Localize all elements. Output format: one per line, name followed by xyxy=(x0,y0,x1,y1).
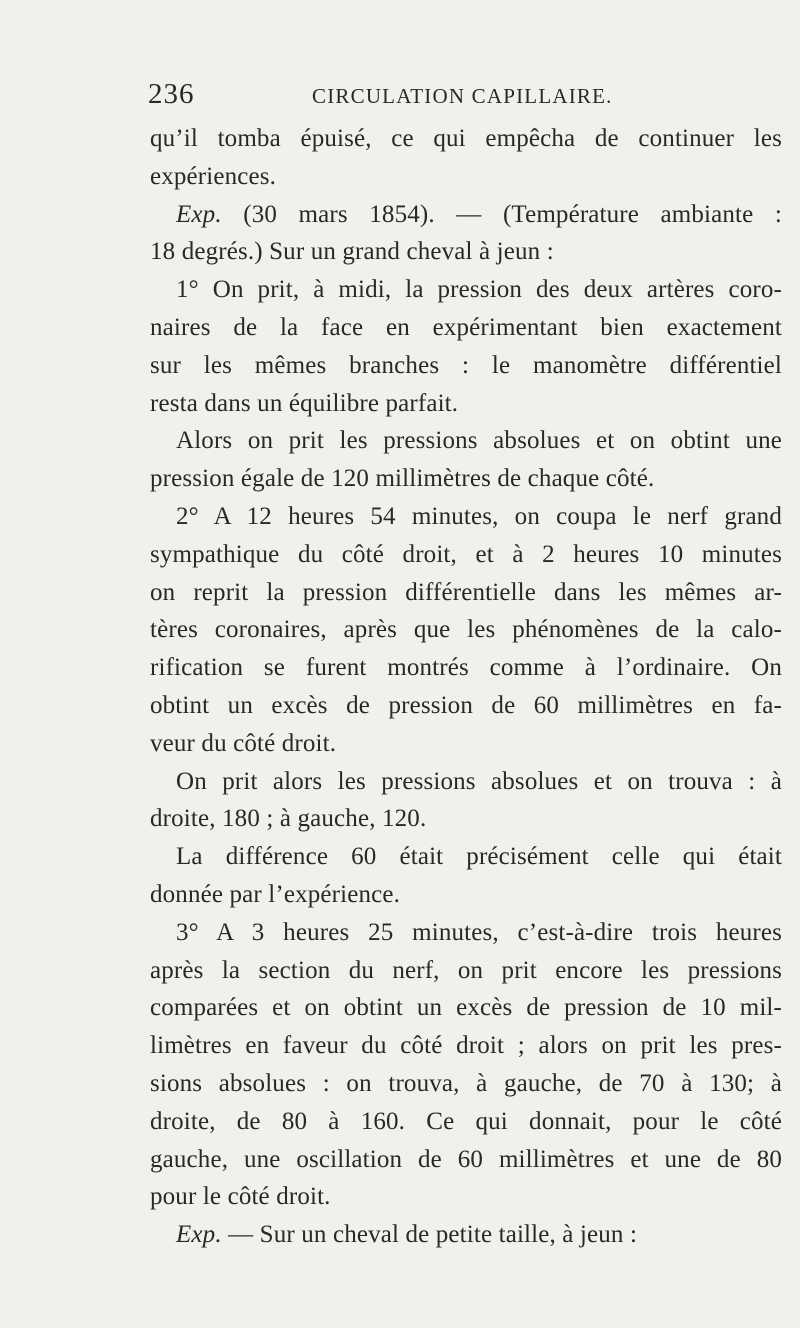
text-line: naires de la face en expérimentant bien exactement xyxy=(150,313,782,341)
text-line: qu’il tomba épuisé, ce qui empêcha de continuer les xyxy=(150,125,782,152)
text-line xyxy=(150,1216,782,1254)
body-text xyxy=(150,120,782,1254)
text-line: comparées et on obtint un excès de pression de 10 mil- xyxy=(150,994,782,1022)
text-line xyxy=(150,196,782,234)
text-line: limètres en faveur du côté droit ; alors on prit les pres- xyxy=(150,1032,782,1060)
text-line: droite, 180 ; à gauche, 120. xyxy=(150,805,427,833)
text-line: veur du côté droit. xyxy=(150,729,337,757)
text-line: droite, de 80 à 160. Ce qui donnait, pour le côté xyxy=(150,1107,782,1135)
running-title: CIRCULATION CAPILLAIRE. xyxy=(312,84,613,108)
text-line: Alors on prit les pressions absolues et on obtint une xyxy=(176,427,782,455)
text-line: donnée par l’expérience. xyxy=(150,880,400,908)
page-header xyxy=(148,78,780,118)
experiment-label: Exp. xyxy=(176,1221,222,1249)
text-line: 2° A 12 heures 54 minutes, on coupa le nerf grand xyxy=(176,502,782,530)
text-line: La différence 60 était précisément celle qui était xyxy=(176,843,782,871)
page-number: 236 xyxy=(148,78,195,110)
text-line-rest: — Sur un cheval de petite taille, à jeun : xyxy=(221,1221,638,1249)
text-line: tères coronaires, après que les phénomènes de la calo- xyxy=(150,616,782,644)
text-line: sympathique du côté droit, et à 2 heures 10 minutes xyxy=(150,540,782,568)
text-line: obtint un excès de pression de 60 millimètres en fa- xyxy=(150,691,782,719)
text-line: pour le côté droit. xyxy=(150,1183,331,1211)
text-line: 3° A 3 heures 25 minutes, c’est-à-dire trois heures xyxy=(176,918,782,946)
text-line: pression égale de 120 millimètres de chaque côté. xyxy=(150,465,655,493)
text-line: après la section du nerf, on prit encore les pressions xyxy=(150,956,782,984)
text-line: sions absolues : on trouva, à gauche, de 70 à 130; à xyxy=(150,1069,782,1097)
text-line: gauche, une oscillation de 60 millimètres et une de 80 xyxy=(150,1145,782,1173)
text-line: sur les mêmes branches : le manomètre différentiel xyxy=(150,351,782,379)
text-line: 18 degrés.) Sur un grand cheval à jeun : xyxy=(150,238,554,266)
text-line: rification se furent montrés comme à l’ordinaire. On xyxy=(150,654,782,682)
text-line: resta dans un équilibre parfait. xyxy=(150,389,459,417)
experiment-label: Exp. xyxy=(176,200,222,228)
text-line: on reprit la pression différentielle dans les mêmes ar- xyxy=(150,578,782,606)
text-line: expériences. xyxy=(150,162,277,190)
text-line: 1° On prit, à midi, la pression des deux artères coro- xyxy=(176,276,782,304)
text-line-rest: (30 mars 1854). — (Température ambiante : xyxy=(221,200,782,228)
text-line: On prit alors les pressions absolues et on trouva : à xyxy=(176,767,782,795)
